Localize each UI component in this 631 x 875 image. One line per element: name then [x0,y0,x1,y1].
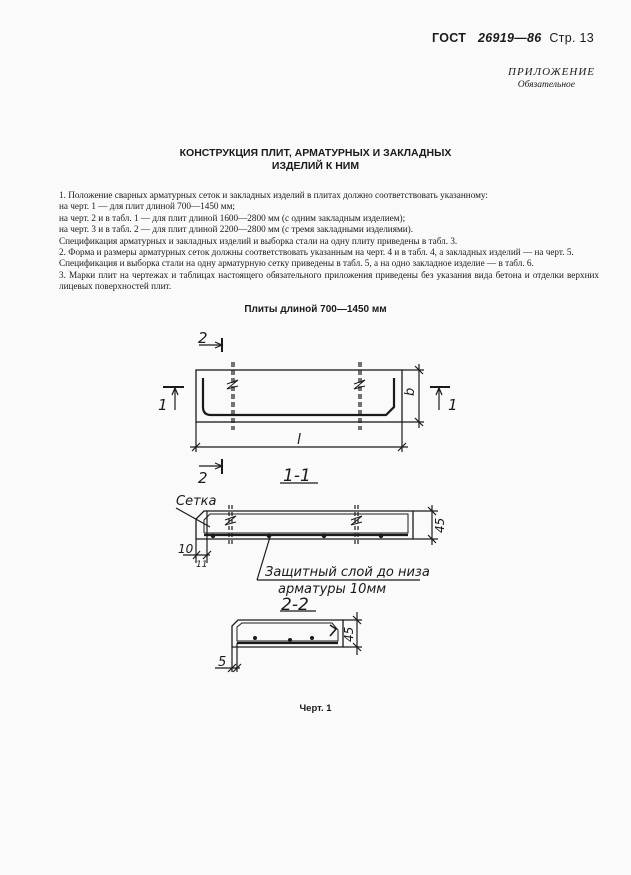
gost-number: 26919—86 [477,31,542,45]
title-line-2: ИЗДЕЛИЙ К НИМ [271,160,360,172]
paragraph: 3. Марки плит на чертежах и таблицах настоящего обязательного приложения приведены без указания вида бетона и отделки верхних лицевых поверхностей плит. [59,269,599,292]
dim-11-label: 11 [196,560,208,570]
paragraph: на черт. 2 и в табл. 1 — для плит длиной 1600—2800 мм (с одним закладным изделием); [59,212,406,223]
appendix-status: Обязательное [517,80,575,90]
figure-caption: Черт. 1 [299,703,332,714]
section-2-top-label: 2 [198,329,208,347]
section-1-left-label: 1 [158,396,168,414]
paragraph: на черт. 1 — для плит длиной 700—1450 мм; [59,201,235,212]
cover-note-line-1: Защитный слой до низа [265,565,430,580]
paragraph: Спецификация арматурных и закладных изделий и выборка стали на одну плиту приведены в табл. 3. [59,235,458,246]
section-2-2 [215,611,362,672]
view-1-1-label: 1-1 [283,466,311,486]
paragraph: Спецификация и выборка стали на одну арматурную сетку приведены в табл. 5, а на одно закладное изделие — в табл. 6. [59,258,534,269]
dim-10-label: 10 [178,542,194,556]
paragraph: на черт. 3 и в табл. 2 — для плит длиной 2200—2800 мм (с тремя закладными изделиями). [59,224,414,235]
plan-view [163,338,450,474]
page-number: Стр. 13 [549,31,594,45]
paragraph: 1. Положение сварных арматурных сеток и закладных изделий в плитах должно соответствовать указанному: [59,190,488,200]
view-2-2-label: 2-2 [281,595,309,615]
gost-label: ГОСТ [432,31,467,45]
section-1-right-label: 1 [448,396,458,414]
figure-title: Плиты длиной 700—1450 мм [244,304,387,315]
appendix-label: ПРИЛОЖЕНИЕ [508,66,595,78]
title-line-1: КОНСТРУКЦИЯ ПЛИТ, АРМАТУРНЫХ И ЗАКЛАДНЫХ [179,147,452,159]
mesh-label: Сетка [176,494,217,509]
dim-b-label: b [403,387,418,396]
dim-l-label: l [297,432,301,448]
section-2-bottom-label: 2 [198,469,208,487]
dim-5-label: 5 [218,655,227,670]
dim-45-label: 45 [342,626,356,642]
dim-45-label: 45 [433,517,447,533]
paragraph: 2. Форма и размеры арматурных сеток должны соответствовать указанным на черт. 4 и в табл. 4, а закладных изделий — на черт. 5. [59,247,574,258]
cover-note-line-2: арматуры 10мм [278,582,387,597]
